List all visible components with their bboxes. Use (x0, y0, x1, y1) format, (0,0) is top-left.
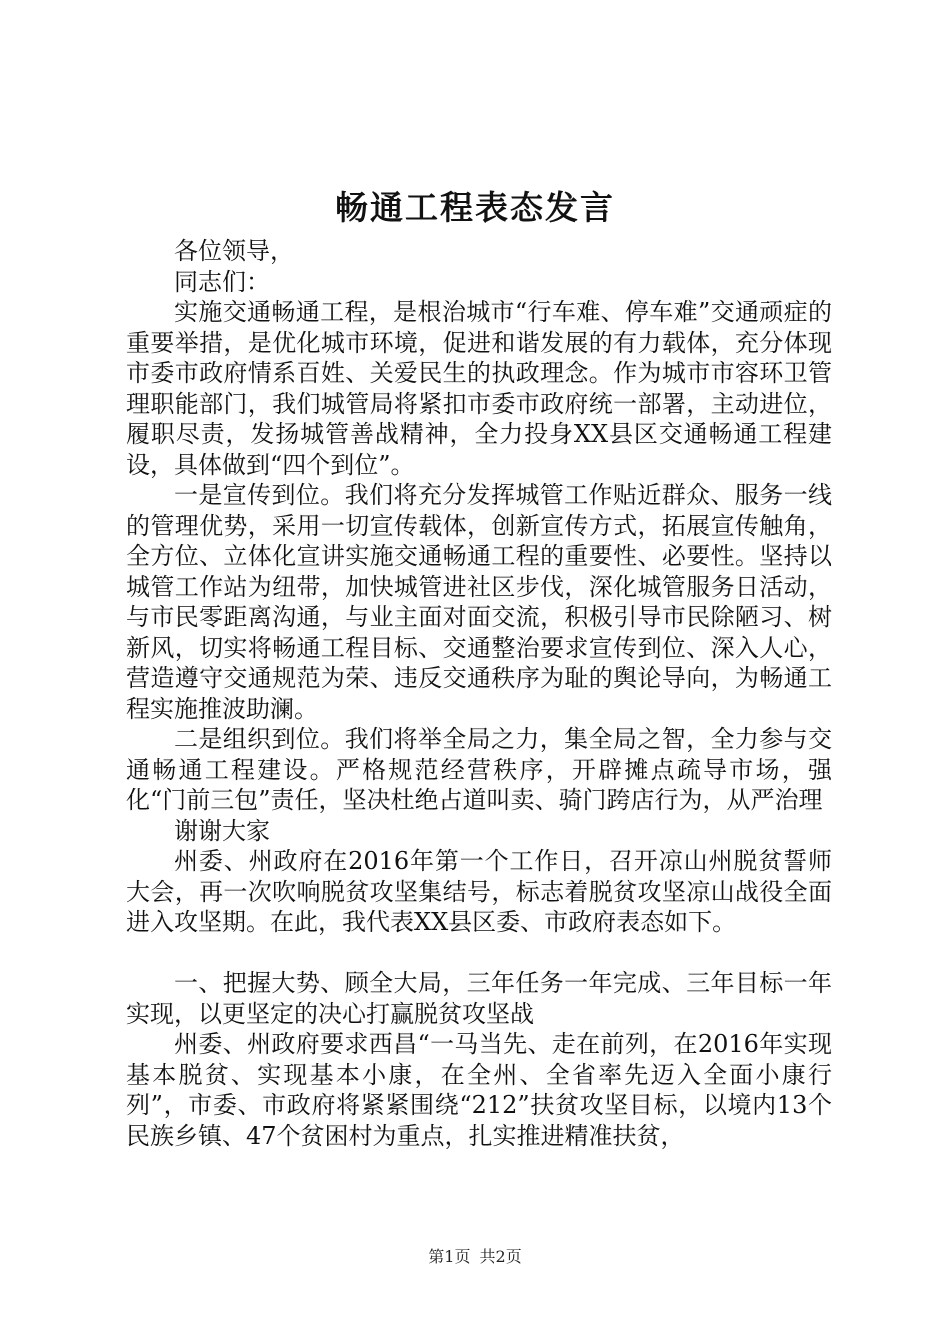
page-total: 共2页 (479, 1247, 522, 1266)
paragraph-thanks: 谢谢大家 (174, 816, 270, 845)
paragraph-xichang-goal: 州委、州政府要求西昌“一马当先、走在前列，在2016年实现基本脱贫、实现基本小康，在全州、全省率先迈入全面小康行列”，市委、市政府将紧紧围绕“212”扶贫攻坚目标，以境内13个民族乡镇、47个贫困村为重点，扎实推进精准扶贫， (126, 1030, 832, 1150)
salutation-comrades: 同志们： (174, 267, 270, 296)
salutation-leaders: 各位领导， (174, 237, 294, 265)
paragraph-intro: 实施交通畅通工程，是根治城市“行车难、停车难”交通顽症的重要举措，是优化城市环境，促进和谐发展的有力载体，充分体现市委市政府情系百姓、关爱民生的执政理念。作为城市市容环卫管理职能部门，我们城管局将紧扣市委市政府统一部署，主动进位，履职尽责，发扬城管善战精神，全力投身XX县区交通畅通工程建设，具体做到“四个到位”。 (126, 298, 832, 479)
section-heading-one: 一、把握大势、顾全大局，三年任务一年完成、三年目标一年实现，以更坚定的决心打赢脱贫攻坚战 (126, 969, 832, 1028)
paragraph-publicity: 一是宣传到位。我们将充分发挥城管工作贴近群众、服务一线的管理优势，采用一切宣传载体，创新宣传方式，拓展宣传触角，全方位、立体化宣讲实施交通畅通工程的重要性、必要性。坚持以城管工作站为纽带，加快城管进社区步伐，深化城管服务日活动，与市民零距离沟通，与业主面对面交流，积极引导市民除陋习、树新风，切实将畅通工程目标、交通整治要求宣传到位、深入人心，营造遵守交通规范为荣、违反交通秩序为耻的舆论导向，为畅通工程实施推波助澜。 (126, 481, 832, 723)
paragraph-poverty-rally: 州委、州政府在2016年第一个工作日，召开凉山州脱贫誓师大会，再一次吹响脱贫攻坚集结号，标志着脱贫攻坚凉山战役全面进入攻坚期。在此，我代表XX县区委、市政府表态如下。 (126, 847, 832, 936)
page-footer (0, 1244, 950, 1267)
document-body (126, 236, 832, 1151)
paragraph-organization: 二是组织到位。我们将举全局之力，集全局之智，全力参与交通畅通工程建设。严格规范经营秩序，开辟摊点疏导市场，强化“门前三包”责任，坚决杜绝占道叫卖、骑门跨店行为，从严治理 (126, 725, 832, 814)
document-title: 畅通工程表态发言 (335, 188, 615, 227)
page-number: 第1页 (428, 1247, 471, 1266)
